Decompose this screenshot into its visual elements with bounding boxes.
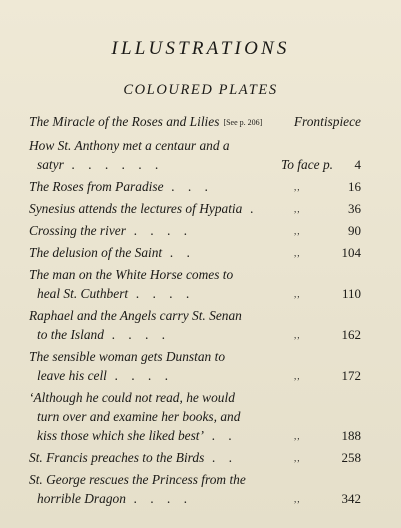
ditto-mark: ,, [294, 453, 301, 463]
leader-dots: . . . . [133, 491, 193, 506]
page-number: 4 [354, 157, 361, 172]
entry-title-line: St. Francis preaches to the Birds [29, 450, 205, 465]
page-number: 16 [348, 179, 361, 194]
entry-title-line: The man on the White Horse comes to [29, 267, 234, 282]
leader-dots: . . [211, 428, 238, 443]
list-item [29, 448, 363, 467]
frontispiece-label: Frontispiece [293, 114, 361, 129]
ditto-mark: ,, [294, 494, 301, 504]
page-number: 162 [341, 327, 361, 342]
list-item [29, 199, 363, 218]
entry-title-line: The Roses from Paradise [29, 179, 164, 194]
entry-title-line: Synesius attends the lectures of Hypatia [29, 201, 243, 216]
ditto-mark: ,, [294, 431, 301, 441]
entry-title-line: Crossing the river [29, 223, 126, 238]
entry-title-line: The delusion of the Saint [29, 245, 163, 260]
leader-dots: . . . . [114, 368, 174, 383]
illustration-list [29, 112, 363, 508]
entry-title-line: to the Island [37, 327, 104, 342]
section-title: COLOURED PLATES [123, 82, 278, 98]
entry-title-line: The sensible woman gets Dunstan to [29, 349, 226, 364]
entry-title-line: St. George rescues the Princess from the [29, 472, 246, 487]
leader-dots: . . . [171, 179, 214, 194]
list-item [29, 112, 363, 133]
ditto-mark: ,, [294, 248, 301, 258]
page-title: ILLUSTRATIONS [111, 38, 290, 59]
ditto-mark: ,, [294, 182, 301, 192]
entry-title-line: heal St. Cuthbert [37, 286, 129, 301]
entry-title-line: How St. Anthony met a centaur and a [29, 138, 230, 153]
entry-title-line: turn over and examine her books, and [37, 409, 241, 424]
leader-dots: . . [212, 450, 238, 465]
list-item [29, 136, 363, 174]
leader-dots: . . [170, 245, 196, 260]
leader-dots: . . . . [133, 223, 193, 238]
list-item [29, 265, 363, 303]
page-number: 90 [348, 223, 361, 238]
list-item [29, 388, 363, 445]
page-number: 110 [341, 286, 361, 301]
entry-title-line: The Miracle of the Roses and Lilies [29, 114, 220, 129]
entry-title-line: horrible Dragon [37, 491, 126, 506]
page-number: 342 [341, 491, 361, 506]
entry-title-line: kiss those which she liked best’ [37, 428, 204, 443]
ditto-mark: ,, [294, 289, 301, 299]
entry-title-line: ‘Although he could not read, he would [29, 390, 235, 405]
list-item [29, 470, 363, 508]
entry-title-line: satyr [37, 157, 64, 172]
page-number: 36 [348, 201, 361, 216]
page-number: 188 [341, 428, 361, 443]
ditto-mark: ,, [294, 371, 301, 381]
leader-dots: . [250, 201, 259, 216]
entry-title-line: Raphael and the Angels carry St. Senan [29, 308, 242, 323]
ditto-mark: ,, [294, 330, 301, 340]
entry-title-line: leave his cell [37, 368, 107, 383]
page-number: 172 [341, 368, 361, 383]
page-number: 104 [341, 245, 361, 260]
leader-dots: . . . . [136, 286, 195, 301]
leader-dots: . . . . [111, 327, 171, 342]
leader-dots: . . . . . . [71, 157, 164, 172]
to-face-label: To face p. [281, 157, 333, 172]
list-item [29, 347, 363, 385]
list-item [29, 221, 363, 240]
list-item [29, 177, 363, 196]
list-item [29, 306, 363, 344]
ditto-mark: ,, [294, 226, 301, 236]
ditto-mark: ,, [294, 204, 301, 214]
entry-reference: [See p. 206] [223, 118, 263, 127]
list-item [29, 243, 363, 262]
page-number: 258 [341, 450, 361, 465]
